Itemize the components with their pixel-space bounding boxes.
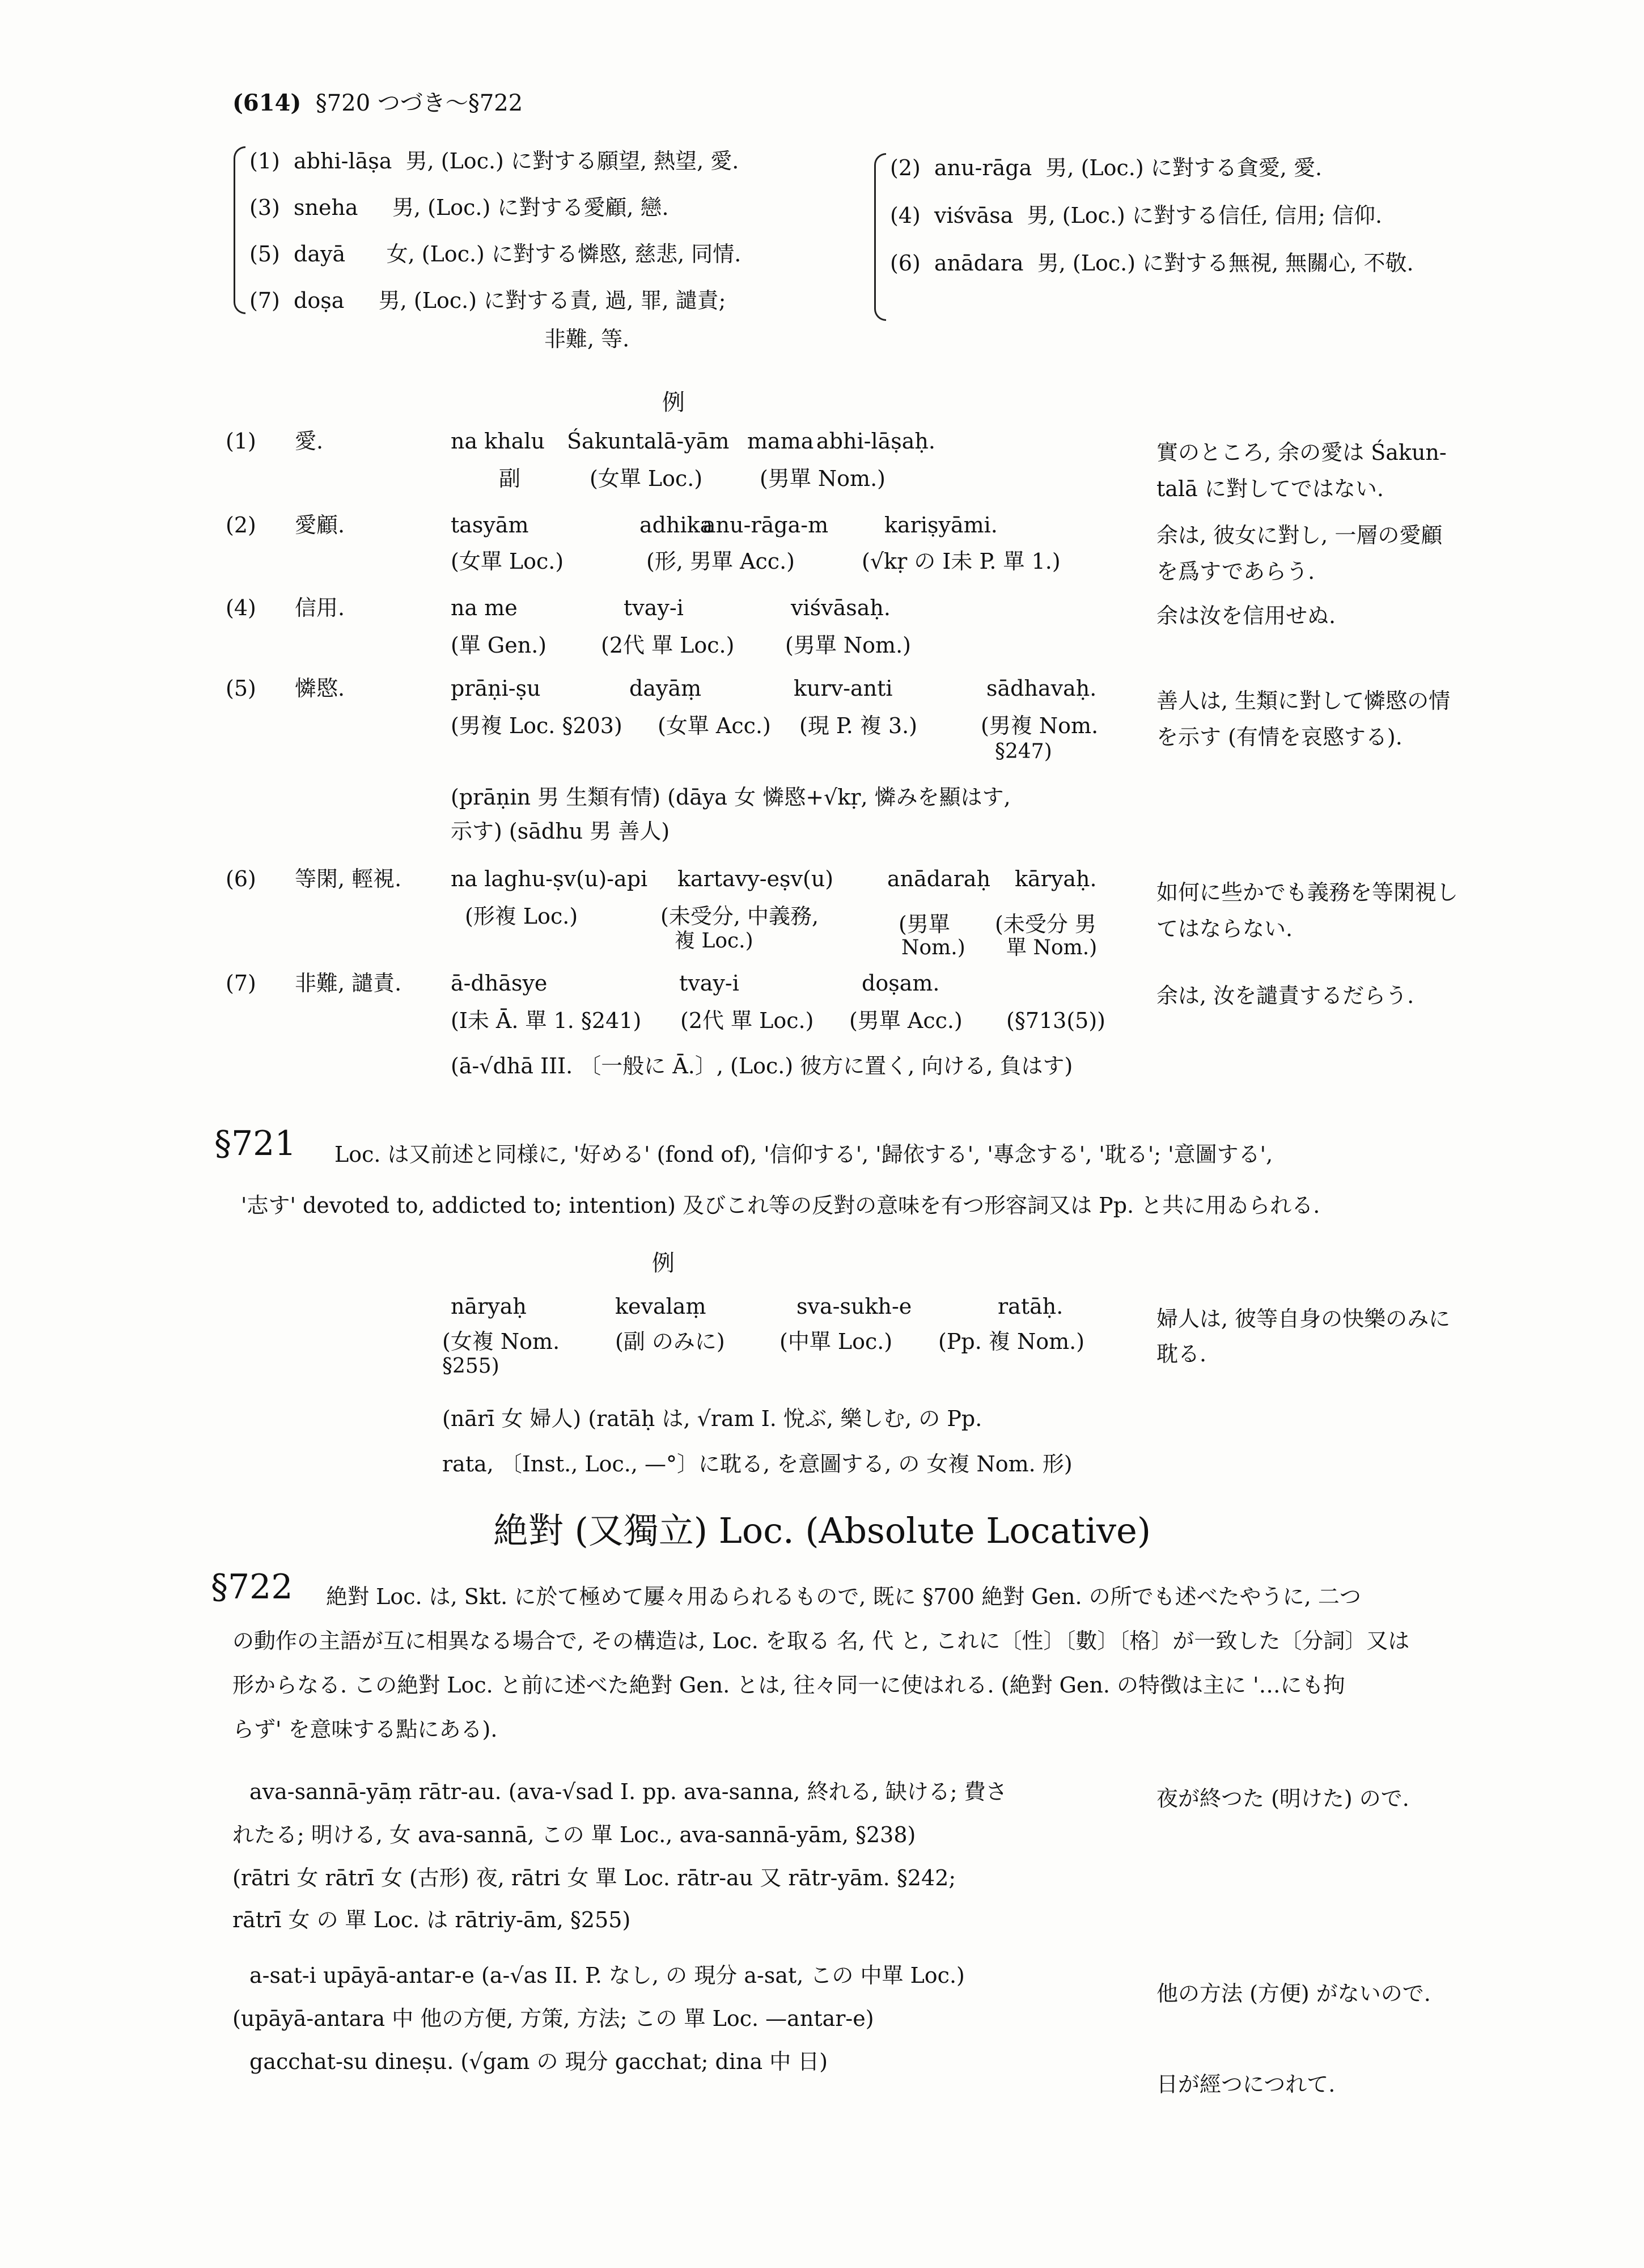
ex4-num: (4) xyxy=(226,595,256,620)
ex5-word2: dayāṃ xyxy=(629,676,702,701)
ex7-word3: doṣam. xyxy=(862,971,940,996)
vocab-right-2: (2) anu-rāga 男, (Loc.) に對する貪愛, 愛. xyxy=(890,155,1323,180)
ex7-gloss3: (男單 Acc.) xyxy=(849,1008,963,1033)
s721-gloss4: (Pp. 複 Nom.) xyxy=(938,1329,1085,1354)
ex6-label: 等閑, 輕視. xyxy=(295,866,402,891)
page-number: (614) xyxy=(232,90,302,116)
ex6-word3: anādaraḥ xyxy=(887,866,991,891)
ex1-gloss2: (女單 Loc.) xyxy=(590,466,703,491)
ex4-word3: viśvāsaḥ. xyxy=(791,595,891,620)
ex5-note1: (prāṇin 男 生類有情) (dāya 女 憐愍+√kṛ, 憐みを顯はす, xyxy=(451,785,1011,810)
ex2-trans1: 余は, 彼女に對し, 一層の愛顧 xyxy=(1156,523,1443,548)
absolute-locative-title: 絶對 (又獨立) Loc. (Absolute Locative) xyxy=(493,1510,1151,1551)
ex4-gloss3: (男單 Nom.) xyxy=(785,633,911,658)
ex2-gloss1: (女單 Loc.) xyxy=(451,549,564,574)
s721-note2: rata, 〔Inst., Loc., —°〕に耽る, を意圖する, の 女複 Nom. 形) xyxy=(442,1452,1073,1476)
s721-gloss1: (女複 Nom. xyxy=(442,1329,560,1354)
section-721-example-heading: 例 xyxy=(652,1250,675,1276)
s722-ex2-line1: a-sat-i upāyā-antar-e (a-√as II. P. なし, の 現分 a-sat, この 中單 Loc.) xyxy=(249,1963,965,1988)
ex2-word1: tasyām xyxy=(451,513,529,538)
ex7-gloss2: (2代 單 Loc.) xyxy=(680,1008,814,1033)
s721-word4: ratāḥ. xyxy=(998,1294,1063,1319)
ex2-word3: anu-rāga-m xyxy=(703,513,829,538)
ex5-gloss4b: §247) xyxy=(995,740,1052,763)
ex5-word4: sādhavaḥ. xyxy=(986,676,1097,701)
ex6-num: (6) xyxy=(226,866,256,891)
right-brace xyxy=(874,153,886,321)
ex2-num: (2) xyxy=(226,513,256,538)
ex5-label: 憐愍. xyxy=(295,676,345,701)
ex1-gloss3: (男單 Nom.) xyxy=(760,466,885,491)
ex7-gloss4: (§713(5)) xyxy=(1006,1008,1106,1033)
ex6-word1: na laghu-ṣv(u)-api xyxy=(451,866,648,891)
ex1-word2: Śakuntalā-yām xyxy=(567,429,730,454)
ex1-word3: mama xyxy=(747,429,814,454)
ex2-trans2: を爲すであらう. xyxy=(1156,559,1315,584)
ex7-word1: ā-dhāsye xyxy=(451,971,548,996)
ex5-word1: prāṇi-ṣu xyxy=(451,676,541,701)
ex5-gloss1: (男複 Loc. §203) xyxy=(451,713,622,738)
ex4-trans1: 余は汝を信用せぬ. xyxy=(1156,603,1336,628)
ex1-word1: na khalu xyxy=(451,429,545,454)
ex6-gloss2b: 複 Loc.) xyxy=(675,929,753,953)
s721-word3: sva-sukh-e xyxy=(796,1294,912,1319)
s722-ex1-line4: rātrī 女 の 單 Loc. は rātriy-ām, §255) xyxy=(232,1907,631,1932)
s722-ex3-trans: 日が經つにつれて. xyxy=(1156,2072,1336,2097)
ex1-gloss1: 副 xyxy=(499,466,521,491)
s721-trans2: 耽る. xyxy=(1156,1342,1207,1366)
ex5-note2: 示す) (sādhu 男 善人) xyxy=(451,819,670,844)
ex6-gloss4b: 單 Nom.) xyxy=(1006,936,1098,959)
ex4-label: 信用. xyxy=(295,595,345,620)
vocab-left-3: (3) sneha 男, (Loc.) に對する愛顧, 戀. xyxy=(249,195,669,220)
ex6-trans2: てはならない. xyxy=(1156,916,1293,941)
ex7-trans1: 余は, 汝を譴責するだらう. xyxy=(1156,983,1414,1008)
ex2-label: 愛顧. xyxy=(295,513,345,538)
s721-gloss1b: §255) xyxy=(442,1355,499,1378)
s722-ex3-line1: gacchat-su dineṣu. (√gam の 現分 gacchat; dina 中 日) xyxy=(249,2049,828,2074)
ex5-gloss3: (現 P. 複 3.) xyxy=(799,713,918,738)
s722-ex1-line2: れたる; 明ける, 女 ava-sannā, この 單 Loc., ava-sannā-yām, §238) xyxy=(232,1822,916,1847)
s721-note1: (nārī 女 婦人) (ratāḥ は, √ram I. 悅ぶ, 樂しむ, の Pp. xyxy=(442,1406,982,1431)
vocab-left-7-cont: 非難, 等. xyxy=(544,327,630,352)
section-721-line1: Loc. は又前述と同様に, '好める' (fond of), '信仰する', '歸依する', '專念する', '耽る'; '意圖する', xyxy=(334,1142,1273,1167)
s721-gloss2: (副 のみに) xyxy=(615,1329,725,1354)
vocab-left-7: (7) doṣa 男, (Loc.) に對する責, 過, 罪, 譴責; xyxy=(249,288,726,313)
section-range: §720 つづき〜§722 xyxy=(315,90,523,116)
ex2-word2: adhika xyxy=(639,513,713,538)
ex5-num: (5) xyxy=(226,676,256,701)
vocab-left-1: (1) abhi-lāṣa 男, (Loc.) に對する願望, 熱望, 愛. xyxy=(249,149,739,174)
vocab-right-6: (6) anādara 男, (Loc.) に對する無視, 無關心, 不敬. xyxy=(890,251,1414,276)
ex7-note1: (ā-√dhā III. 〔一般に Ā.〕, (Loc.) 彼方に置く, 向ける, 負はす) xyxy=(451,1053,1073,1078)
page-header xyxy=(232,85,523,117)
ex5-word3: kurv-anti xyxy=(794,676,893,701)
ex6-gloss4: (未受分 男 xyxy=(995,912,1096,937)
ex4-word2: tvay-i xyxy=(624,595,684,620)
ex1-trans2: talā に對してではない. xyxy=(1156,476,1384,501)
ex7-label: 非難, 譴責. xyxy=(295,971,402,996)
ex6-trans1: 如何に些かでも義務を等閑視し xyxy=(1156,880,1459,905)
ex6-word4: kāryaḥ. xyxy=(1015,866,1097,891)
section-722-number: §722 xyxy=(211,1567,293,1607)
ex1-trans1: 實のところ, 余の愛は Śakun- xyxy=(1156,440,1447,465)
ex6-word2: kartavy-eṣv(u) xyxy=(677,866,834,891)
s721-word2: kevalaṃ xyxy=(615,1294,706,1319)
ex1-word4: abhi-lāṣaḥ. xyxy=(816,429,935,454)
ex1-num: (1) xyxy=(226,429,256,454)
ex6-gloss3b: Nom.) xyxy=(901,936,965,959)
s722-ex1-line3: (rātri 女 rātrī 女 (古形) 夜, rātri 女 單 Loc. rātr-au 又 rātr-yām. §242; xyxy=(232,1865,956,1890)
ex7-word2: tvay-i xyxy=(679,971,739,996)
ex2-word4: kariṣyāmi. xyxy=(884,513,998,538)
section-721-number: §721 xyxy=(214,1124,296,1163)
s721-trans1: 婦人は, 彼等自身の快樂のみに xyxy=(1156,1306,1451,1331)
example-heading: 例 xyxy=(662,390,685,416)
section-721-line2: '志す' devoted to, addicted to; intention) 及びこれ等の反對の意味を有つ形容詞又は Pp. と共に用ゐられる. xyxy=(241,1193,1320,1218)
section-722-line2: の動作の主語が互に相異なる場合で, その構造は, Loc. を取る 名, 代 と, これに〔性〕〔數〕〔格〕が一致した〔分詞〕又は xyxy=(232,1628,1410,1653)
ex1-label: 愛. xyxy=(295,429,324,454)
ex4-gloss2: (2代 單 Loc.) xyxy=(601,633,735,658)
ex2-gloss3: (√kṛ の I未 P. 單 1.) xyxy=(862,549,1061,574)
vocab-right-4: (4) viśvāsa 男, (Loc.) に對する信任, 信用; 信仰. xyxy=(890,203,1383,228)
s721-gloss3: (中單 Loc.) xyxy=(779,1329,893,1354)
ex6-gloss2: (未受分, 中義務, xyxy=(660,904,819,929)
s721-word1: nāryaḥ xyxy=(451,1294,527,1319)
ex5-trans2: を示す (有情を哀愍する). xyxy=(1156,725,1403,750)
s722-ex2-trans: 他の方法 (方便) がないので. xyxy=(1156,1981,1431,2006)
ex5-trans1: 善人は, 生類に對して憐愍の情 xyxy=(1156,688,1451,713)
ex4-word1: na me xyxy=(451,595,518,620)
s722-ex2-line2: (upāyā-antara 中 他の方便, 方策, 方法; この 單 Loc. —antar-e) xyxy=(232,2006,874,2031)
ex7-gloss1: (I未 Ā. 單 1. §241) xyxy=(451,1008,642,1033)
ex5-gloss2: (女單 Acc.) xyxy=(658,713,771,738)
s722-ex1-trans: 夜が終つた (明けた) ので. xyxy=(1156,1786,1409,1811)
section-722-line1: 絶對 Loc. は, Skt. に於て極めて屢々用ゐられるもので, 既に §700 絶對 Gen. の所でも述べたやうに, 二つ xyxy=(326,1584,1361,1609)
s722-ex1-line1: ava-sannā-yāṃ rātr-au. (ava-√sad I. pp. ava-sanna, 終れる, 缺ける; 費さ xyxy=(249,1779,1007,1804)
section-722-line4: らず' を意味する點にある). xyxy=(232,1717,498,1742)
section-722-line3: 形からなる. この絶對 Loc. と前に述べた絶對 Gen. とは, 往々同一に使はれる. (絶對 Gen. の特徴は主に '…にも拘 xyxy=(232,1673,1345,1698)
left-brace xyxy=(234,146,245,314)
ex7-num: (7) xyxy=(226,971,256,996)
ex4-gloss1: (單 Gen.) xyxy=(451,633,547,658)
ex6-gloss3: (男單 xyxy=(899,912,950,937)
ex6-gloss1: (形複 Loc.) xyxy=(465,904,578,929)
ex5-gloss4: (男複 Nom. xyxy=(981,713,1099,738)
vocab-left-5: (5) dayā 女, (Loc.) に對する憐愍, 慈悲, 同情. xyxy=(249,242,742,266)
ex2-gloss2: (形, 男單 Acc.) xyxy=(646,549,795,574)
